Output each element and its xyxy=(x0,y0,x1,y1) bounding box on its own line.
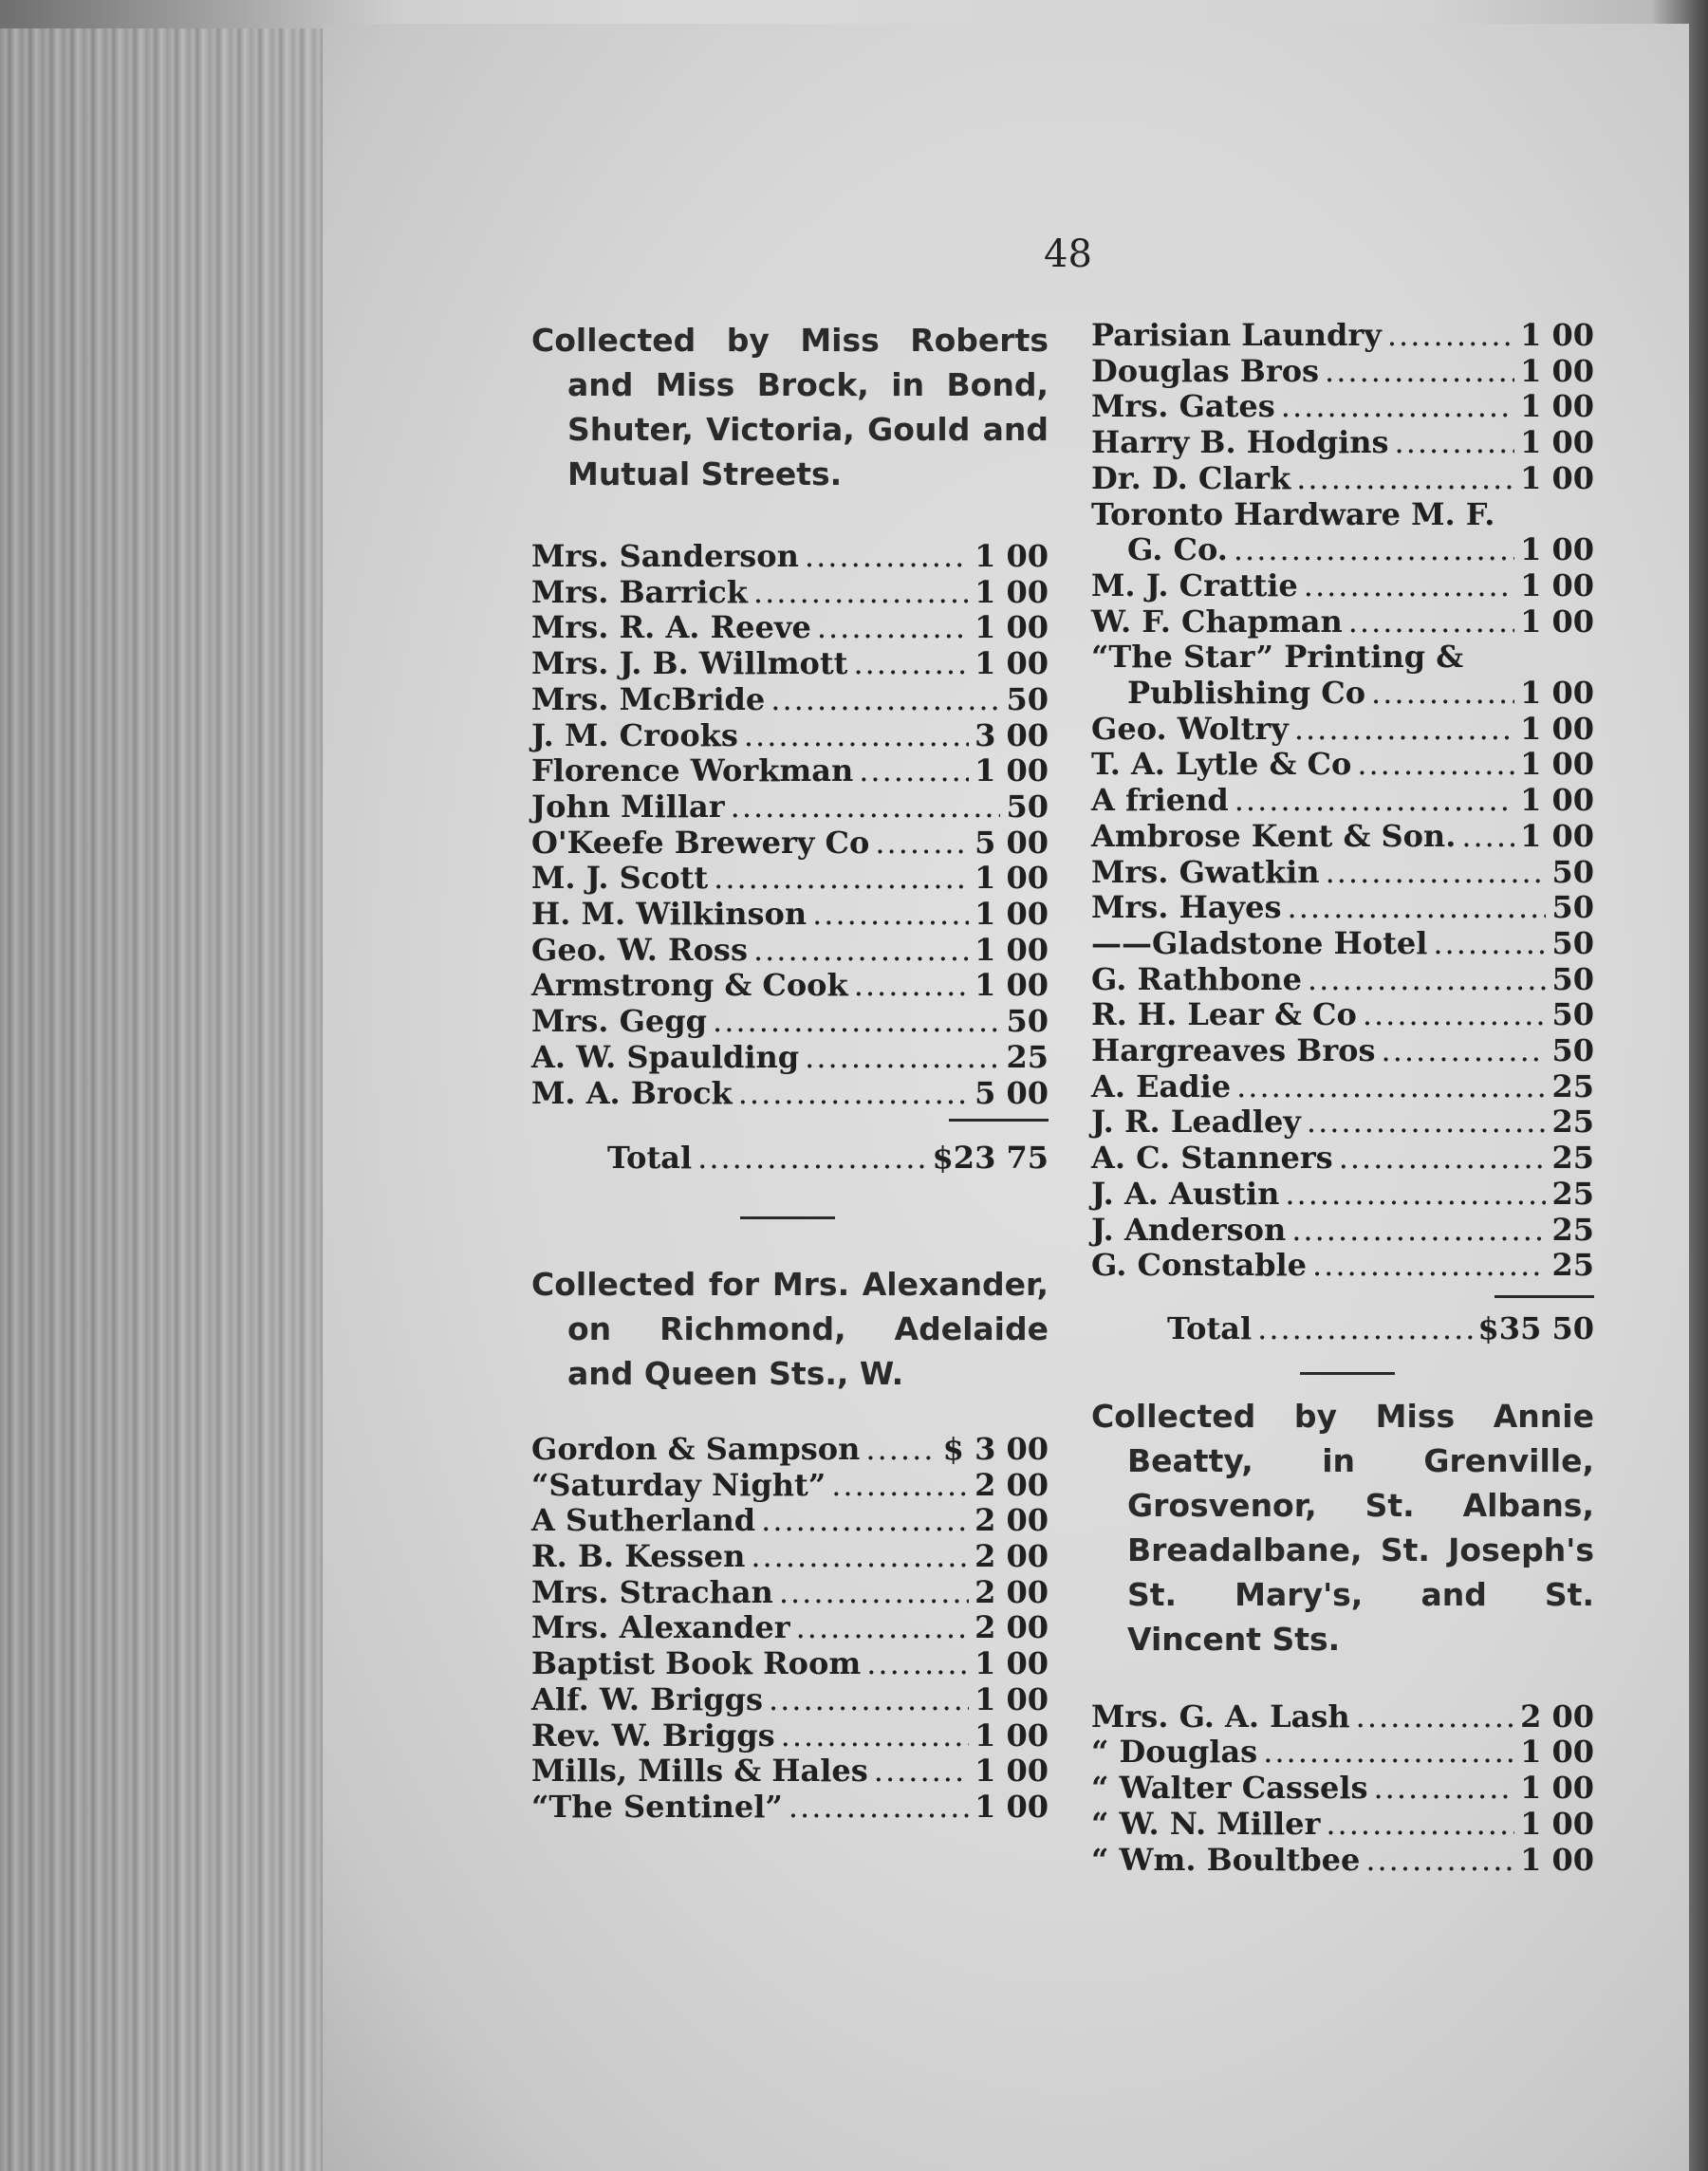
list-item xyxy=(1091,318,1594,354)
leader-dots xyxy=(1235,783,1514,819)
list-item xyxy=(531,861,1049,897)
leader-dots xyxy=(1326,1807,1514,1843)
list-item xyxy=(531,1040,1049,1076)
donor-amount: 1 00 xyxy=(975,752,1049,789)
list-item xyxy=(531,1076,1049,1112)
donor-name: Hargreaves Bros xyxy=(1091,1032,1376,1069)
donor-name: Mrs. McBride xyxy=(531,680,766,717)
donor-name: M. J. Scott xyxy=(531,860,709,897)
leader-dots xyxy=(1382,1033,1547,1069)
donor-amount: 1 00 xyxy=(1520,1805,1594,1842)
list-item xyxy=(531,1539,1049,1575)
leader-dots xyxy=(753,575,969,611)
donor-name: Gordon & Sampson xyxy=(531,1430,861,1467)
donor-amount: 50 xyxy=(1006,680,1049,717)
donor-amount: 1 00 xyxy=(1520,566,1594,603)
donor-name: A Sutherland xyxy=(531,1502,756,1539)
donor-amount: 1 00 xyxy=(975,967,1049,1004)
donor-amount: 2 00 xyxy=(975,1573,1049,1610)
list-item xyxy=(531,1790,1049,1826)
donor-amount: 1 00 xyxy=(1520,675,1594,712)
leader-dots xyxy=(796,1610,969,1646)
donor-amount: 1 00 xyxy=(1520,746,1594,783)
donor-amount: 50 xyxy=(1551,853,1594,890)
donor-name: Douglas Bros xyxy=(1091,352,1320,389)
donor-name: ——Gladstone Hotel xyxy=(1091,924,1428,961)
donor-name: M. A. Brock xyxy=(531,1074,733,1111)
donor-list-continued-a xyxy=(1091,318,1594,497)
list-item xyxy=(1091,962,1594,998)
donor-name: O'Keefe Brewery Co xyxy=(531,824,870,861)
list-item xyxy=(531,968,1049,1004)
donor-list-continued-c xyxy=(1091,712,1594,1284)
list-item xyxy=(1091,425,1594,461)
donor-name: “ Walter Cassels xyxy=(1091,1770,1368,1807)
donor-name: Mrs. Gegg xyxy=(531,1003,708,1040)
donor-amount: 1 00 xyxy=(975,1645,1049,1682)
list-item xyxy=(1091,676,1594,712)
donor-name: Alf. W. Briggs xyxy=(531,1680,763,1717)
donor-amount: 25 xyxy=(1006,1038,1049,1075)
list-item xyxy=(531,1646,1049,1682)
leader-dots xyxy=(853,646,969,682)
donor-amount: 1 00 xyxy=(1520,459,1594,496)
list-item xyxy=(1091,1771,1594,1807)
leader-dots xyxy=(1312,1248,1547,1284)
donor-amount: 2 00 xyxy=(975,1466,1049,1503)
donor-amount: 1 00 xyxy=(1520,388,1594,425)
leader-dots xyxy=(1348,604,1514,640)
leader-dots xyxy=(738,1076,969,1112)
donor-name: “ Wm. Boultbee xyxy=(1091,1841,1361,1878)
list-item xyxy=(1091,568,1594,604)
list-item xyxy=(1091,747,1594,783)
donor-name: Toronto Hardware M. F. xyxy=(1091,495,1495,532)
list-item xyxy=(531,1610,1049,1646)
donor-amount: 1 00 xyxy=(975,645,1049,682)
donor-name: J. M. Crooks xyxy=(531,716,738,753)
list-item xyxy=(1091,497,1594,533)
donor-name: Rev. W. Briggs xyxy=(531,1716,775,1754)
leader-dots xyxy=(789,1790,969,1826)
donor-name: T. A. Lytle & Co xyxy=(1091,746,1352,783)
donor-name: Mrs. Barrick xyxy=(531,573,748,610)
section-heading-beatty: Collected by Miss Annie Beatty, in Grenville, Grosvenor, St. Albans, Breadalbane, St. Joseph's St. Mary's, and St. Vincent Sts. xyxy=(1091,1397,1594,1658)
leader-dots xyxy=(1357,747,1514,783)
list-item xyxy=(1091,1069,1594,1105)
list-item xyxy=(531,718,1049,754)
donor-name: A. Eadie xyxy=(1091,1067,1232,1104)
leader-dots xyxy=(781,1718,969,1754)
donor-name: G. Constable xyxy=(1091,1247,1307,1284)
leader-dots xyxy=(753,933,969,969)
list-item xyxy=(1091,1177,1594,1213)
donor-name: G. Co. xyxy=(1127,531,1228,568)
donor-name: Mrs. Strachan xyxy=(531,1573,773,1610)
donor-amount: 1 00 xyxy=(975,538,1049,574)
section-heading-alexander: Collected for Mrs. Alexander, on Richmond, Adelaide and Queen Sts., W. xyxy=(531,1265,1049,1392)
donor-amount: 50 xyxy=(1551,996,1594,1033)
donor-amount: 1 00 xyxy=(975,1753,1049,1790)
list-item xyxy=(1091,712,1594,748)
list-item xyxy=(1091,783,1594,819)
donor-amount: 1 00 xyxy=(975,1716,1049,1754)
donor-name: Mrs. Gwatkin xyxy=(1091,853,1320,890)
leader-dots xyxy=(751,1539,969,1575)
donor-name: R. B. Kessen xyxy=(531,1538,746,1575)
leader-dots xyxy=(1294,712,1514,748)
donor-amount: 2 00 xyxy=(1520,1698,1594,1735)
donor-name: Armstrong & Cook xyxy=(531,967,848,1004)
list-item xyxy=(1091,890,1594,926)
donor-amount: 50 xyxy=(1006,788,1049,825)
list-item xyxy=(531,826,1049,862)
leader-dots xyxy=(1263,1735,1514,1771)
list-item xyxy=(1091,1248,1594,1284)
leader-dots xyxy=(1365,1843,1514,1879)
leader-dots xyxy=(805,1040,1000,1076)
leader-dots xyxy=(812,897,969,933)
list-item xyxy=(531,789,1049,826)
donor-list-beatty xyxy=(1091,1699,1594,1879)
donor-name: Mrs. Gates xyxy=(1091,388,1275,425)
donor-name: M. J. Crattie xyxy=(1091,566,1298,603)
list-item xyxy=(1091,926,1594,962)
donor-name: “The Sentinel” xyxy=(531,1788,783,1825)
donor-amount: 1 00 xyxy=(1520,710,1594,747)
leader-dots xyxy=(744,718,969,754)
leader-dots xyxy=(1307,1104,1547,1141)
leader-dots xyxy=(866,1646,969,1682)
donor-amount: 2 00 xyxy=(975,1609,1049,1646)
list-item xyxy=(1091,354,1594,390)
leader-dots xyxy=(874,1754,969,1790)
donor-amount: 1 00 xyxy=(975,896,1049,933)
leader-dots xyxy=(779,1575,969,1611)
donor-amount: 1 00 xyxy=(975,609,1049,646)
leader-dots xyxy=(1281,389,1514,425)
list-item xyxy=(1091,461,1594,497)
donor-name: Mrs. R. A. Reeve xyxy=(531,609,811,646)
list-item xyxy=(531,539,1049,575)
donor-amount: 50 xyxy=(1551,924,1594,961)
donor-name: Mrs. Hayes xyxy=(1091,889,1282,926)
donor-list-continued-b xyxy=(1091,568,1594,640)
donor-amount: 1 00 xyxy=(975,1680,1049,1717)
donor-name: Geo. W. Ross xyxy=(531,931,748,968)
donor-name: R. H. Lear & Co xyxy=(1091,996,1357,1033)
donor-amount: 1 00 xyxy=(975,860,1049,897)
donor-list-alexander xyxy=(531,1432,1049,1826)
donor-amount: 1 00 xyxy=(1520,531,1594,568)
donor-amount: 1 00 xyxy=(1520,424,1594,461)
donor-name: Mrs. J. B. Willmott xyxy=(531,645,848,682)
donor-amount: 1 00 xyxy=(1520,782,1594,819)
leader-dots xyxy=(1363,997,1547,1033)
list-item xyxy=(1091,604,1594,640)
leader-dots xyxy=(1291,1213,1546,1249)
leader-dots xyxy=(831,1468,969,1504)
leader-dots xyxy=(731,789,1001,826)
donor-amount: 2 00 xyxy=(975,1538,1049,1575)
donor-amount: 25 xyxy=(1551,1175,1594,1212)
donor-amount: 1 00 xyxy=(1520,1770,1594,1807)
donor-name: J. R. Leadley xyxy=(1091,1104,1301,1141)
donor-name: W. F. Chapman xyxy=(1091,603,1343,640)
leader-dots xyxy=(1308,962,1547,998)
list-item xyxy=(531,1754,1049,1790)
leader-dots xyxy=(865,1432,937,1468)
list-item xyxy=(1091,1843,1594,1879)
donor-amount: 1 00 xyxy=(975,573,1049,610)
leader-dots xyxy=(713,1004,1000,1040)
list-item xyxy=(531,1432,1049,1468)
list-item xyxy=(531,575,1049,611)
total-amount: $23 75 xyxy=(932,1140,1049,1177)
list-item xyxy=(531,682,1049,718)
donor-name: J. A. Austin xyxy=(1091,1175,1280,1212)
donor-amount: 25 xyxy=(1551,1211,1594,1248)
list-item xyxy=(1091,389,1594,425)
leader-dots xyxy=(1288,890,1547,926)
donor-amount: 1 00 xyxy=(1520,603,1594,640)
donor-amount: 25 xyxy=(1551,1140,1594,1177)
donor-amount: 50 xyxy=(1551,960,1594,997)
leader-dots xyxy=(1371,676,1514,712)
donor-name: A. C. Stanners xyxy=(1091,1140,1333,1177)
total-row-right xyxy=(1091,1311,1594,1347)
donor-name: H. M. Wilkinson xyxy=(531,896,808,933)
donor-name: Mrs. Sanderson xyxy=(531,538,799,574)
list-item xyxy=(1091,1033,1594,1069)
list-item xyxy=(1091,1735,1594,1771)
donor-name: “Saturday Night” xyxy=(531,1466,826,1503)
donor-amount: 5 00 xyxy=(975,824,1049,861)
donor-name: John Millar xyxy=(531,788,725,825)
donor-name: Baptist Book Room xyxy=(531,1645,862,1682)
list-item xyxy=(531,610,1049,646)
list-item xyxy=(531,1682,1049,1718)
list-item xyxy=(531,933,1049,969)
total-label: Total xyxy=(607,1140,693,1177)
donor-name: G. Rathbone xyxy=(1091,960,1302,997)
leader-dots xyxy=(817,610,969,646)
total-label: Total xyxy=(1167,1309,1253,1346)
donor-amount: 25 xyxy=(1551,1104,1594,1141)
leader-dots xyxy=(1325,354,1514,390)
total-amount: $35 50 xyxy=(1477,1309,1594,1346)
leader-dots xyxy=(1234,532,1514,568)
left-column xyxy=(531,318,1049,1826)
donor-list-roberts-brock xyxy=(531,539,1049,1111)
donor-amount: 50 xyxy=(1551,889,1594,926)
leader-dots xyxy=(769,1682,969,1718)
donor-name: “ W. N. Miller xyxy=(1091,1805,1321,1842)
donor-name: “ Douglas xyxy=(1091,1734,1258,1771)
leader-dots xyxy=(761,1503,969,1539)
leader-dots xyxy=(1236,1069,1546,1105)
leader-dots xyxy=(1433,926,1546,962)
leader-dots xyxy=(1326,855,1547,891)
section-heading-roberts-brock: Collected by Miss Roberts and Miss Brock, in Bond, Shuter, Victoria, Gould and Mutual Streets. xyxy=(531,322,1049,492)
list-item xyxy=(1091,640,1594,676)
list-item xyxy=(531,1468,1049,1504)
list-item xyxy=(531,753,1049,789)
donor-name: Mills, Mills & Hales xyxy=(531,1753,868,1790)
donor-amount: 1 00 xyxy=(1520,1734,1594,1771)
donor-amount: 1 00 xyxy=(1520,352,1594,389)
list-item xyxy=(1091,855,1594,891)
donor-amount: 50 xyxy=(1551,1032,1594,1069)
list-item xyxy=(1091,532,1594,568)
leader-dots xyxy=(770,682,1000,718)
donor-amount: $ 3 00 xyxy=(942,1430,1049,1467)
list-item xyxy=(531,1575,1049,1611)
leader-dots xyxy=(1257,1311,1472,1347)
right-column xyxy=(1091,318,1594,1878)
leader-dots xyxy=(854,968,969,1004)
donor-name: A. W. Spaulding xyxy=(531,1038,800,1075)
leader-dots xyxy=(1356,1699,1514,1735)
donor-amount: 25 xyxy=(1551,1067,1594,1104)
leader-dots xyxy=(1285,1177,1546,1213)
leader-dots xyxy=(1374,1771,1515,1807)
leader-dots xyxy=(1387,318,1514,354)
donor-name: Florence Workman xyxy=(531,752,854,789)
donor-name: Ambrose Kent & Son. xyxy=(1091,817,1457,854)
donor-name: Mrs. Alexander xyxy=(531,1609,790,1646)
list-item xyxy=(1091,997,1594,1033)
donor-amount: 3 00 xyxy=(975,716,1049,753)
donor-name: Geo. Woltry xyxy=(1091,710,1289,747)
leader-dots xyxy=(1304,568,1514,604)
donor-name: Dr. D. Clark xyxy=(1091,459,1291,496)
list-item xyxy=(1091,1699,1594,1735)
list-item xyxy=(1091,1104,1594,1141)
donor-name: Publishing Co xyxy=(1127,675,1366,712)
leader-dots xyxy=(859,753,969,789)
list-item xyxy=(1091,1807,1594,1843)
donor-amount: 2 00 xyxy=(975,1502,1049,1539)
donor-name: J. Anderson xyxy=(1091,1211,1287,1248)
donor-amount: 1 00 xyxy=(975,931,1049,968)
list-item xyxy=(531,646,1049,682)
donor-name: Mrs. G. A. Lash xyxy=(1091,1698,1350,1735)
list-item xyxy=(531,1718,1049,1754)
donor-amount: 25 xyxy=(1551,1247,1594,1284)
donor-name: A friend xyxy=(1091,782,1229,819)
list-item xyxy=(1091,1213,1594,1249)
leader-dots xyxy=(714,861,969,897)
leader-dots xyxy=(1461,819,1514,855)
donor-amount: 1 00 xyxy=(975,1788,1049,1825)
donor-amount: 50 xyxy=(1006,1003,1049,1040)
leader-dots xyxy=(805,539,969,575)
list-item xyxy=(531,1503,1049,1539)
list-item xyxy=(1091,1141,1594,1177)
leader-dots xyxy=(1395,425,1515,461)
donor-name: “The Star” Printing & xyxy=(1091,639,1464,676)
donor-name: Harry B. Hodgins xyxy=(1091,424,1389,461)
leader-dots xyxy=(1339,1141,1547,1177)
donor-amount: 1 00 xyxy=(1520,817,1594,854)
list-item xyxy=(531,1004,1049,1040)
total-row-left xyxy=(531,1141,1049,1177)
leader-dots xyxy=(1296,461,1514,497)
list-item xyxy=(1091,819,1594,855)
donor-amount: 5 00 xyxy=(975,1074,1049,1111)
donor-amount: 1 00 xyxy=(1520,317,1594,353)
list-item xyxy=(531,897,1049,933)
page-number: 48 xyxy=(1044,232,1092,276)
donor-amount: 1 00 xyxy=(1520,1841,1594,1878)
donor-name: Parisian Laundry xyxy=(1091,317,1382,353)
leader-dots xyxy=(875,826,969,862)
leader-dots xyxy=(697,1141,926,1177)
